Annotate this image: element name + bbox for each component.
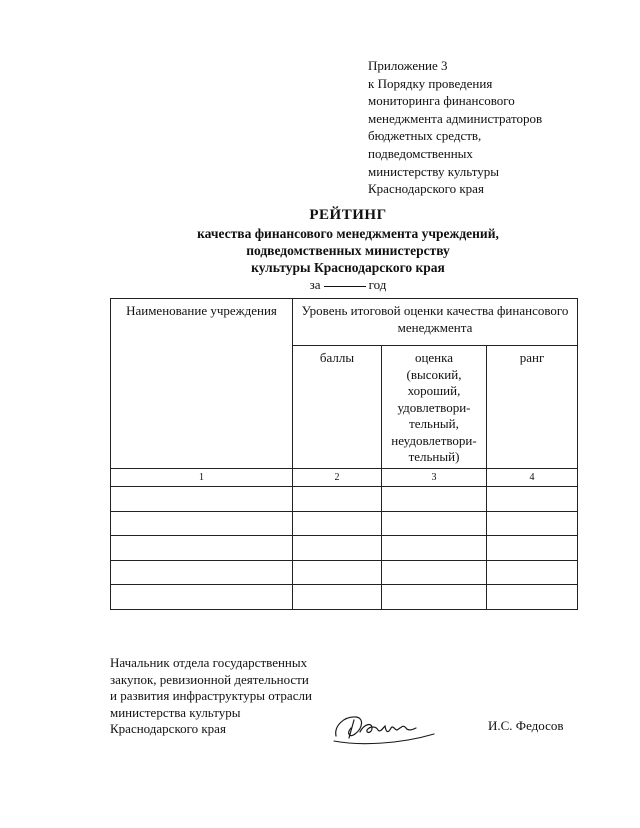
grade-line: оценка bbox=[414, 350, 454, 365]
position-line: и развития инфраструктуры отрасли bbox=[110, 688, 312, 704]
position-line: Начальник отдела государственных bbox=[110, 655, 308, 670]
grade-line: тельный) bbox=[408, 449, 460, 464]
period-prefix: за bbox=[309, 277, 321, 292]
table-cell bbox=[293, 511, 382, 536]
signer-name: И.С. Федосов bbox=[488, 718, 564, 733]
appendix-line: министерству культуры bbox=[368, 163, 499, 179]
grade-line: удовлетвори- bbox=[397, 399, 471, 415]
table-row bbox=[111, 487, 578, 512]
position-line: министерства культуры bbox=[110, 704, 241, 720]
table-cell bbox=[487, 536, 578, 561]
position-line: закупок, ревизионной деятельности bbox=[110, 671, 309, 687]
table-cell bbox=[293, 536, 382, 561]
rating-table bbox=[110, 298, 578, 610]
grade-line: тельный, bbox=[409, 416, 459, 431]
header-points: баллы bbox=[293, 346, 382, 469]
appendix-line: Краснодарского края bbox=[368, 181, 484, 197]
table-cell bbox=[111, 585, 293, 610]
appendix-header bbox=[368, 57, 618, 198]
table-cell bbox=[382, 511, 487, 536]
table-row bbox=[111, 511, 578, 536]
table-cell bbox=[293, 487, 382, 512]
table-cell bbox=[382, 536, 487, 561]
appendix-line: мониторинга финансового bbox=[368, 93, 515, 109]
table-cell bbox=[111, 560, 293, 585]
title-line: подведомственных министерству bbox=[246, 243, 450, 258]
table-cell bbox=[111, 487, 293, 512]
appendix-line: бюджетных средств, bbox=[368, 128, 482, 144]
title-line: культуры Краснодарского края bbox=[251, 260, 445, 275]
table-cell bbox=[382, 487, 487, 512]
column-numbers-row bbox=[111, 469, 578, 487]
appendix-line: менеджмента администраторов bbox=[368, 110, 543, 126]
table-row bbox=[111, 585, 578, 610]
column-number: 4 bbox=[487, 469, 578, 487]
header-rank: ранг bbox=[487, 346, 578, 469]
table-row bbox=[111, 560, 578, 585]
grade-line: хороший, bbox=[407, 383, 461, 398]
header-institution-name: Наименование учреждения bbox=[111, 299, 293, 469]
table-cell bbox=[382, 585, 487, 610]
table-cell bbox=[487, 487, 578, 512]
grade-line: (высокий, bbox=[406, 366, 462, 382]
column-number: 2 bbox=[293, 469, 382, 487]
table-row bbox=[111, 536, 578, 561]
document-title bbox=[110, 206, 586, 293]
period-blank bbox=[324, 285, 366, 287]
appendix-line: Приложение 3 bbox=[368, 58, 448, 73]
period-suffix: год bbox=[368, 277, 387, 292]
grade-line: неудовлетвори- bbox=[391, 432, 477, 448]
position-line: Краснодарского края bbox=[110, 721, 226, 737]
header-assessment-level: Уровень итоговой оценки качества финансового менеджмента bbox=[293, 299, 578, 346]
table-cell bbox=[111, 536, 293, 561]
table-cell bbox=[111, 511, 293, 536]
table-cell bbox=[293, 585, 382, 610]
column-number: 3 bbox=[382, 469, 487, 487]
title-main: РЕЙТИНГ bbox=[309, 207, 387, 223]
table-cell bbox=[487, 585, 578, 610]
header-grade bbox=[382, 346, 487, 469]
table-cell bbox=[487, 560, 578, 585]
signatory-position bbox=[110, 655, 350, 738]
table-cell bbox=[487, 511, 578, 536]
appendix-line: подведомственных bbox=[368, 145, 473, 161]
appendix-line: к Порядку проведения bbox=[368, 75, 493, 91]
column-number: 1 bbox=[111, 469, 293, 487]
handwritten-signature bbox=[330, 706, 438, 750]
report-period bbox=[110, 276, 586, 293]
table-cell bbox=[382, 560, 487, 585]
title-line: качества финансового менеджмента учреждений, bbox=[197, 226, 499, 241]
table-cell bbox=[293, 560, 382, 585]
